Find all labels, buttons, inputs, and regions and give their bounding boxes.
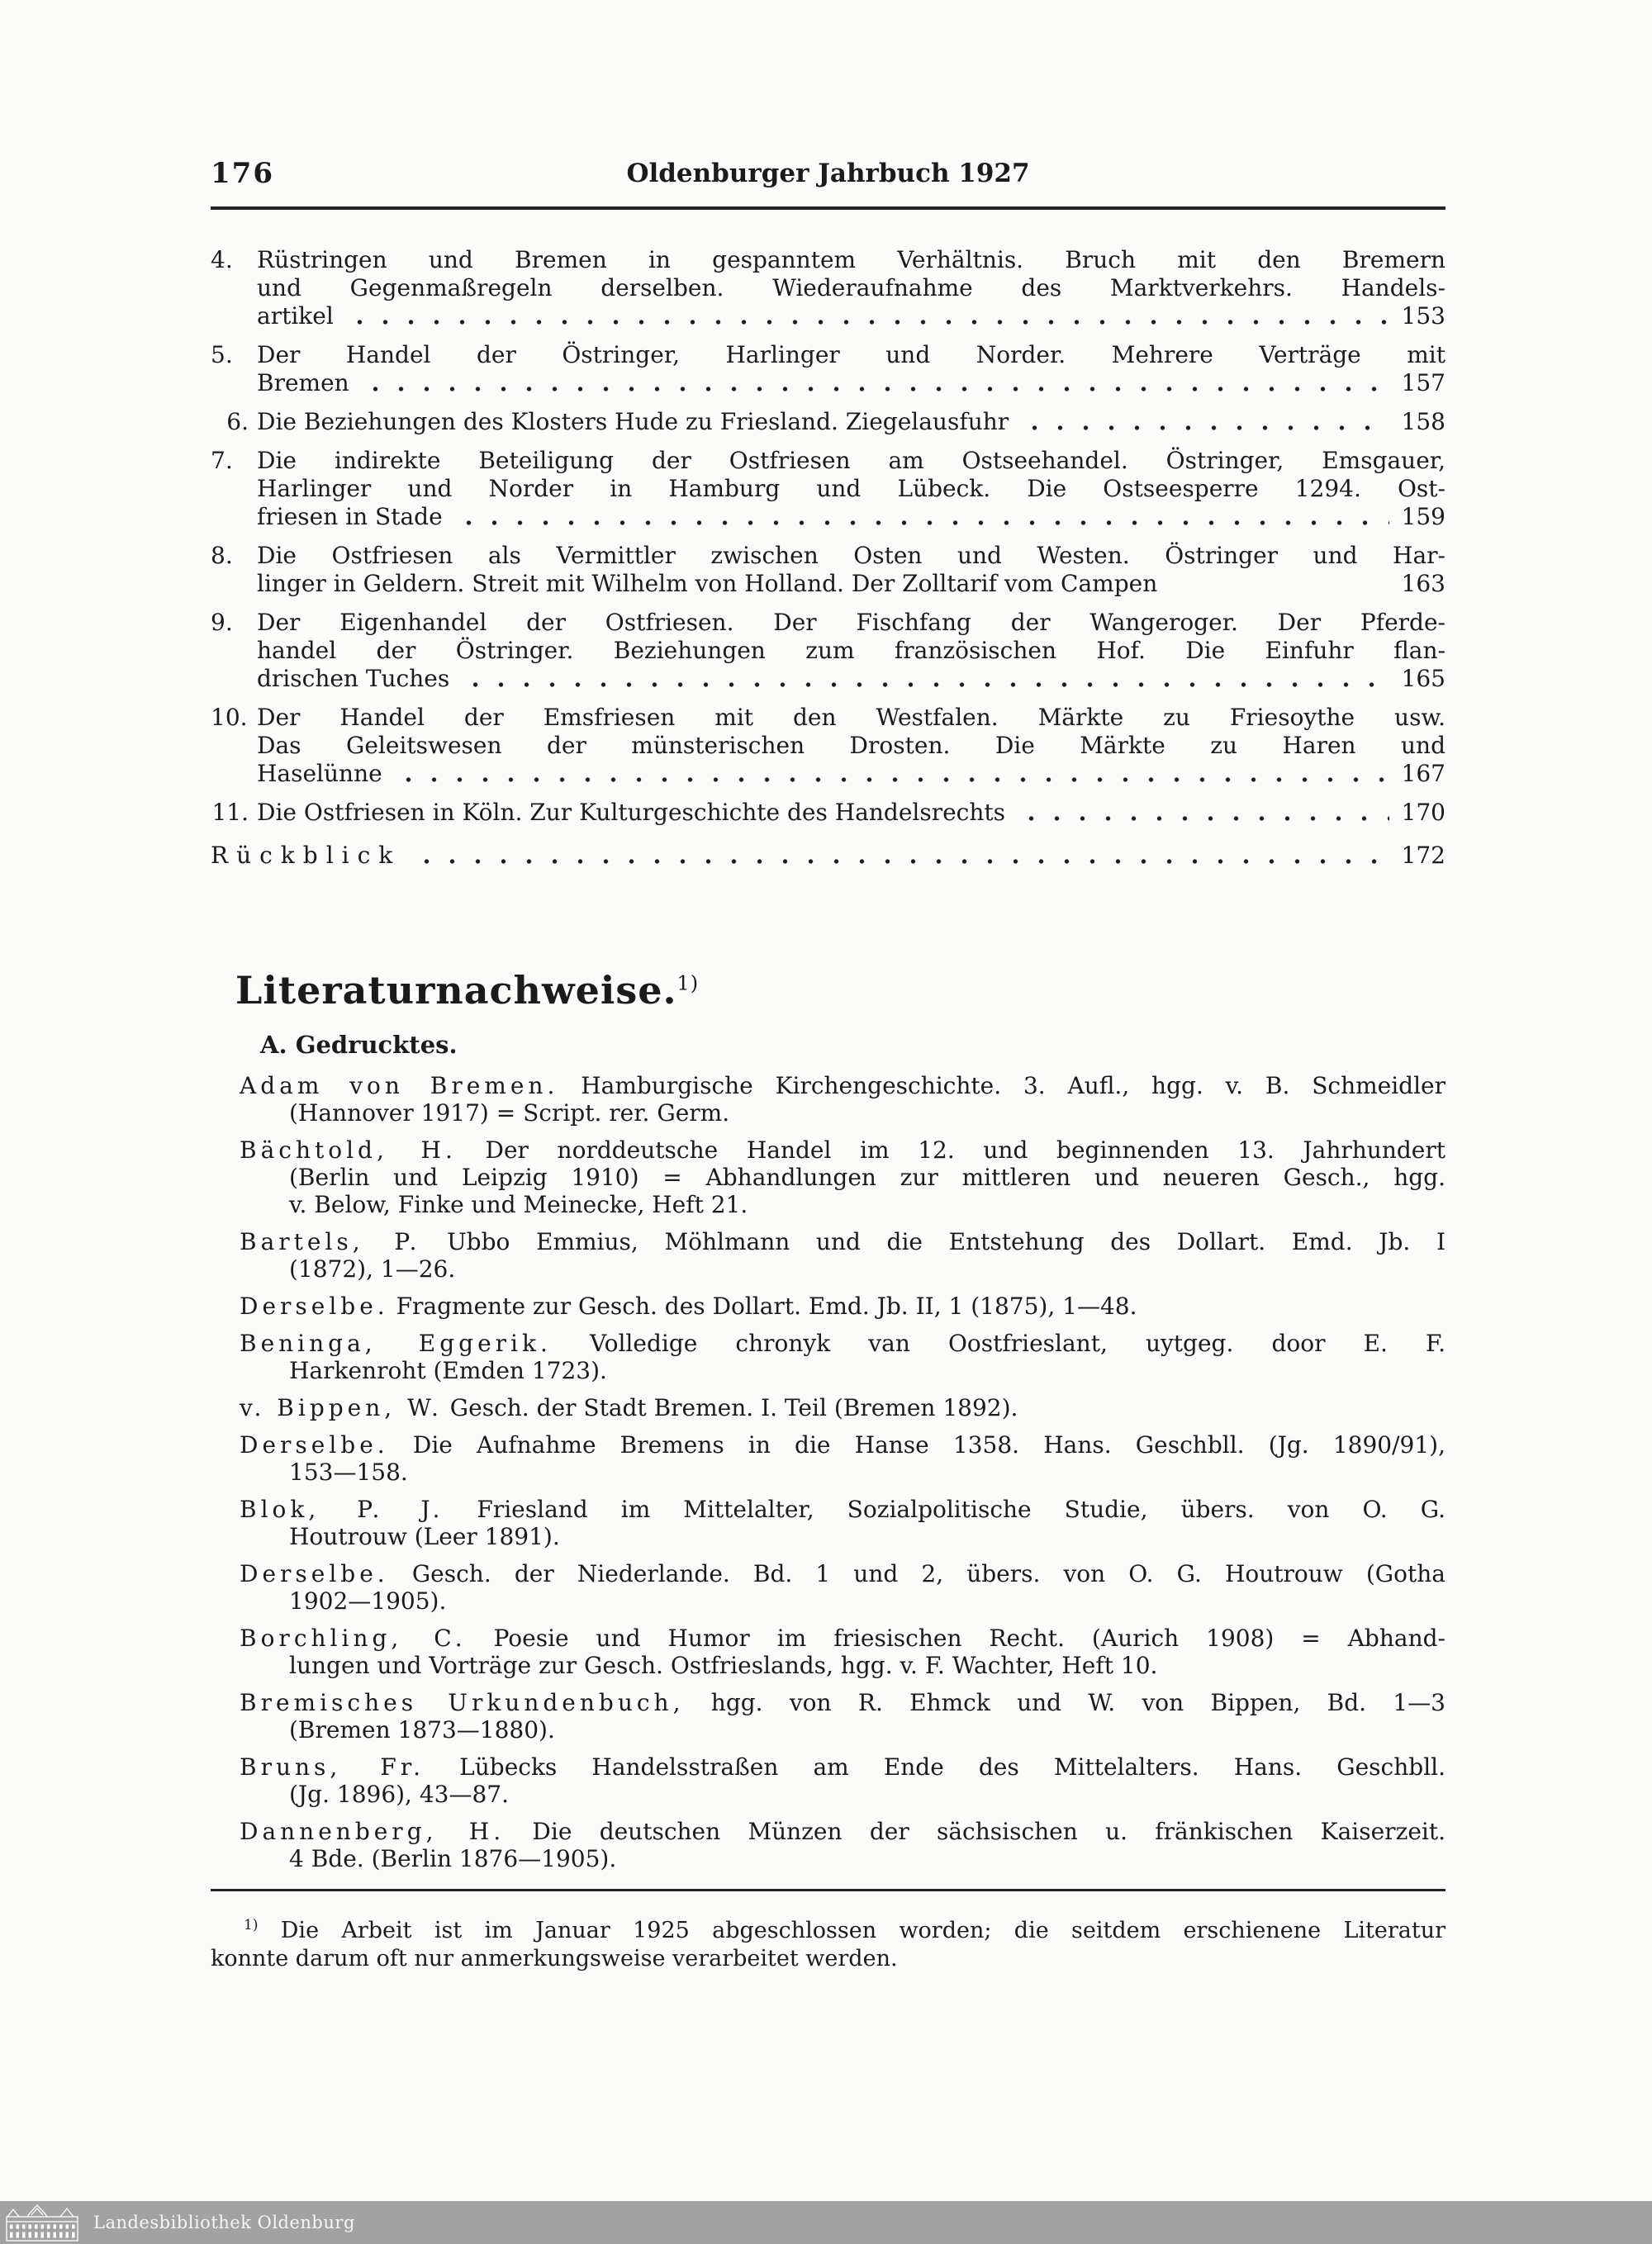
bibliography-entry (211, 1136, 1446, 1218)
toc-entry-number: 8. (211, 542, 233, 569)
bibliography-text: Die deutschen Münzen der sächsischen u. fränkischen Kaiserzeit. (532, 1818, 1446, 1845)
dot-leader (1018, 799, 1389, 827)
bibliography-author: Derselbe. (240, 1560, 389, 1587)
toc-entry-text: friesen in Stade (257, 503, 443, 530)
dot-leader (456, 503, 1389, 531)
bibliography-author: Bremisches Urkundenbuch, (240, 1689, 685, 1716)
toc-entry-text: artikel (257, 302, 334, 330)
bibliography-entry-line: 153—158. (289, 1459, 408, 1486)
toc-entry (211, 704, 1446, 788)
bibliography-text: Gesch. der Stadt Bremen. I. Teil (Bremen 1892). (449, 1394, 1018, 1421)
toc-entry-text: Der Eigenhandel der Ostfriesen. Der Fischfang der Wangeroger. Der Pferde- (257, 609, 1446, 636)
dot-leader (414, 842, 1389, 869)
bibliography-author: Dannenberg, H. (240, 1818, 506, 1845)
toc-entry-line (211, 369, 1446, 397)
bibliography-author: Blok, P. J. (240, 1496, 444, 1523)
toc-entry-line (211, 447, 1446, 475)
bibliography-entry (211, 1818, 1446, 1872)
dot-leader (363, 369, 1389, 397)
bibliography-entry-line: (Bremen 1873—1880). (289, 1716, 555, 1743)
bibliography-entry-line (240, 1431, 1446, 1459)
toc-page-number: 157 (1401, 369, 1446, 396)
toc-entry-line (211, 302, 1446, 330)
bibliography-author: Borchling, C. (240, 1625, 467, 1652)
bibliography-entry (211, 1072, 1446, 1127)
toc-entry-text: Der Handel der Östringer, Harlinger und Norder. Mehrere Verträge mit (257, 341, 1446, 368)
bibliography-text: Gesch. der Niederlande. Bd. 1 und 2, übers. von O. G. Houtrouw (Gotha (411, 1560, 1446, 1587)
toc-page-number: 165 (1401, 665, 1446, 692)
bibliography-entry-line (240, 1818, 1446, 1845)
bibliography-entry-line (240, 1560, 1446, 1587)
dot-leader (1022, 408, 1389, 436)
bibliography-entry (211, 1689, 1446, 1743)
toc-entry (211, 341, 1446, 397)
bibliography-author: Derselbe. (240, 1293, 389, 1320)
footnote-reference: 1) (676, 971, 700, 995)
bibliography-entry-line: Harkenroht (Emden 1723). (289, 1357, 607, 1384)
toc-entry-line (211, 609, 1446, 637)
page-number: 176 (211, 157, 274, 190)
toc-entry-number: 10. (211, 704, 248, 731)
bibliography-entry-line: (Jg. 1896), 43—87. (289, 1781, 510, 1808)
toc-entry-line (211, 475, 1446, 503)
bibliography-text: hgg. von R. Ehmck und W. von Bippen, Bd. 1—3 (710, 1689, 1446, 1716)
bibliography-text: Volledige chronyk van Oostfrieslant, uytgeg. door E. F. (589, 1330, 1446, 1357)
toc-page-number: 170 (1401, 799, 1446, 826)
toc-entry-text: Die indirekte Beteiligung der Ostfriesen am Ostseehandel. Östringer, Emsgauer, (257, 447, 1446, 474)
bibliography-text: Hamburgische Kirchengeschichte. 3. Aufl., hgg. v. B. Schmeidler (581, 1072, 1446, 1099)
bibliography-entry-line: (Berlin und Leipzig 1910) = Abhandlungen zur mittleren und neueren Gesch., hgg. (289, 1164, 1446, 1191)
toc-entry-text: handel der Östringer. Beziehungen zum französischen Hof. Die Einfuhr flan- (257, 637, 1446, 664)
bibliography-entry (211, 1228, 1446, 1283)
bibliography-text: Die Aufnahme Bremens in die Hanse 1358. Hans. Geschbll. (Jg. 1890/91), (412, 1431, 1446, 1459)
toc-entry-line (211, 732, 1446, 760)
bibliography-text: Der norddeutsche Handel im 12. und beginnenden 13. Jahrhundert (485, 1136, 1446, 1164)
bibliography-entry (211, 1753, 1446, 1808)
footnote (211, 1911, 1446, 1973)
footnote-line: konnte darum oft nur anmerkungsweise verarbeitet werden. (211, 1946, 898, 1971)
toc-entry-number: 11. (211, 799, 249, 826)
toc-entry-text: Die Beziehungen des Klosters Hude zu Friesland. Ziegelausfuhr (257, 408, 1009, 435)
toc-entry (211, 246, 1446, 330)
bibliography-entry-line (240, 1293, 1446, 1320)
bibliography-entry (211, 1293, 1446, 1320)
bibliography-entry-line (240, 1496, 1446, 1523)
bibliography-entry-line: (Hannover 1917) = Script. rer. Germ. (289, 1099, 730, 1127)
bibliography-author: Bartels, P. (240, 1228, 421, 1255)
toc-entry-text: Das Geleitswesen der münsterischen Drosten. Die Märkte zu Haren und (257, 732, 1446, 759)
toc-page-number: 158 (1401, 408, 1446, 435)
toc-entry-line (211, 570, 1446, 598)
bibliography-entry-line: Houtrouw (Leer 1891). (289, 1523, 560, 1550)
toc-entry (211, 542, 1446, 598)
bibliography-text: Ubbo Emmius, Möhlmann und die Entstehung des Dollart. Emd. Jb. I (447, 1228, 1446, 1255)
toc-entry-number: 4. (211, 246, 233, 273)
bibliography-entry-line (240, 1753, 1446, 1781)
page-header (211, 157, 1446, 195)
toc-entry-text: Rüstringen und Bremen in gespanntem Verhältnis. Bruch mit den Bremern (257, 246, 1446, 273)
toc-entry-text: Die Ostfriesen als Vermittler zwischen Osten und Westen. Östringer und Har- (257, 542, 1446, 569)
bibliography-entry-line: v. Below, Finke und Meinecke, Heft 21. (289, 1191, 748, 1218)
bibliography-author: Bruns, Fr. (240, 1753, 425, 1781)
footnote-marker: 1) (244, 1917, 259, 1933)
bibliography-entry-line (240, 1072, 1446, 1099)
bibliography-heading (235, 968, 1446, 1013)
bibliography-entry-line: 4 Bde. (Berlin 1876—1905). (289, 1845, 617, 1872)
toc-entry (211, 609, 1446, 693)
toc-entry-line (211, 503, 1446, 531)
toc-entry-text: und Gegenmaßregeln derselben. Wiederaufnahme des Marktverkehrs. Handels- (257, 274, 1446, 301)
footnote-text: Die Arbeit ist im Januar 1925 abgeschlossen worden; die seitdem erschienene Literatur (280, 1918, 1446, 1943)
dot-leader (396, 760, 1389, 788)
footnote-line (211, 1911, 1446, 1945)
toc-entry-line (211, 408, 1446, 436)
toc-entry-line (211, 704, 1446, 732)
toc-entries (211, 246, 1446, 827)
bibliography-entry (211, 1625, 1446, 1679)
bibliography-author: Beninga, Eggerik. (240, 1330, 552, 1357)
page-content (211, 157, 1446, 1973)
toc-closing-row (211, 842, 1446, 869)
bibliography-entry-line (240, 1136, 1446, 1164)
bibliography-entry-line (240, 1228, 1446, 1255)
bibliography-text: Lübecks Handelsstraßen am Ende des Mittelalters. Hans. Geschbll. (459, 1753, 1446, 1781)
dot-leader (347, 302, 1389, 330)
bibliography-entry-line (240, 1689, 1446, 1716)
toc-page-number: 159 (1401, 503, 1446, 530)
toc-entry-line (211, 274, 1446, 302)
bibliography-author: v. Bippen, W. (240, 1394, 443, 1421)
bibliography-entry-line (240, 1394, 1446, 1421)
toc-entry (211, 447, 1446, 531)
toc-entry-line (211, 665, 1446, 693)
table-of-contents (211, 246, 1446, 869)
bibliography-text: Fragmente zur Gesch. des Dollart. Emd. Jb. II, 1 (1875), 1—48. (396, 1293, 1137, 1320)
toc-entry-text: Haselünne (257, 760, 382, 787)
toc-entry-number: 6. (226, 408, 249, 435)
journal-title: Oldenburger Jahrbuch 1927 (626, 159, 1030, 188)
bibliography-entry-line: lungen und Vorträge zur Gesch. Ostfrieslands, hgg. v. F. Wachter, Heft 10. (289, 1652, 1158, 1679)
library-name: Landesbibliothek Oldenburg (93, 2213, 355, 2232)
bibliography-author: Derselbe. (240, 1431, 389, 1459)
bibliography-text: Friesland im Mittelalter, Sozialpolitische Studie, übers. von O. G. (477, 1496, 1446, 1523)
bibliography-heading-text: Literaturnachweise. (235, 968, 677, 1013)
toc-page-number: 172 (1401, 842, 1446, 869)
toc-entry-text: Die Ostfriesen in Köln. Zur Kulturgeschichte des Handelsrechts (257, 799, 1006, 826)
library-bar (0, 2201, 1652, 2244)
toc-entry (211, 408, 1446, 436)
bibliography-entry (211, 1394, 1446, 1421)
toc-entry-number: 5. (211, 341, 233, 368)
toc-entry-text: linger in Geldern. Streit mit Wilhelm von Holland. Der Zolltarif vom Campen (257, 570, 1158, 597)
library-building-icon (4, 2204, 80, 2242)
bibliography-author: Bächtold, H. (240, 1136, 457, 1164)
toc-entry-text: Der Handel der Emsfriesen mit den Westfalen. Märkte zu Friesoythe usw. (257, 704, 1446, 731)
toc-entry-line (211, 637, 1446, 665)
toc-entry-line (211, 760, 1446, 788)
toc-page-number: 163 (1401, 570, 1446, 597)
toc-entry-text: drischen Tuches (257, 665, 450, 692)
bibliography-entry (211, 1496, 1446, 1550)
toc-entry-line (211, 246, 1446, 274)
dot-leader (463, 665, 1389, 693)
toc-entry-number: 9. (211, 609, 233, 636)
toc-entry-line (211, 341, 1446, 369)
bibliography-entry-line (240, 1625, 1446, 1652)
rueckblick-label: Rückblick (211, 842, 401, 869)
bibliography-author: Adam von Bremen. (240, 1072, 559, 1099)
header-rule (211, 206, 1446, 210)
bibliography-entry (211, 1560, 1446, 1615)
toc-entry (211, 799, 1446, 827)
toc-page-number: 153 (1401, 302, 1446, 330)
bibliography-entry-line: (1872), 1—26. (289, 1255, 456, 1283)
bibliography-section-label: A. Gedrucktes. (260, 1031, 458, 1059)
footnote-rule (211, 1889, 1446, 1891)
toc-entry-text: Bremen (257, 369, 349, 396)
bibliography-list (211, 1072, 1446, 1872)
bibliography-text: Poesie und Humor im friesischen Recht. (Aurich 1908) = Abhand- (493, 1625, 1446, 1652)
bibliography-entry-line: 1902—1905). (289, 1587, 447, 1615)
toc-entry-line (211, 799, 1446, 827)
dot-leader (1161, 570, 1396, 598)
toc-page-number: 167 (1401, 760, 1446, 787)
toc-entry-number: 7. (211, 447, 233, 474)
bibliography-entry-line (240, 1330, 1446, 1357)
toc-entry-line (211, 542, 1446, 570)
toc-entry-text: Harlinger und Norder in Hamburg und Lübeck. Die Ostseesperre 1294. Ost- (257, 475, 1446, 502)
bibliography-entry (211, 1330, 1446, 1384)
bibliography-entry (211, 1431, 1446, 1486)
